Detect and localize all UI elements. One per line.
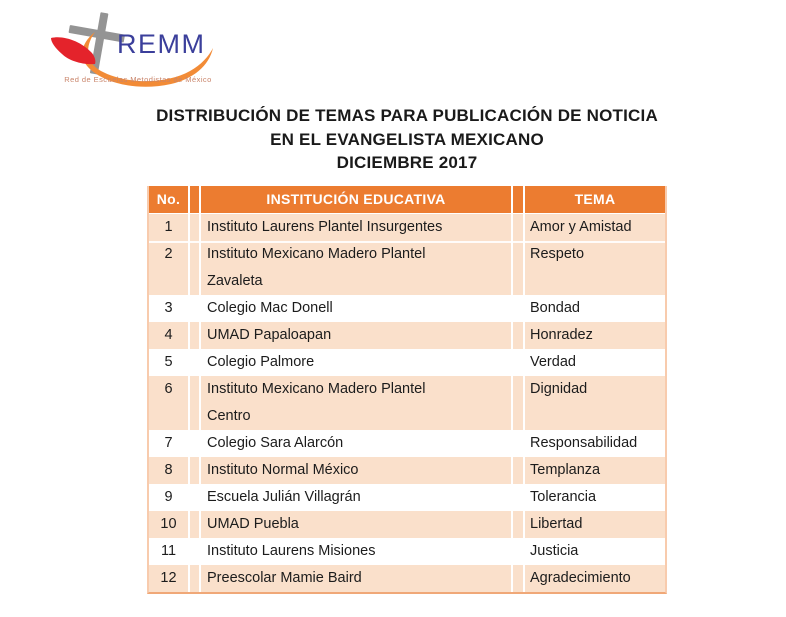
column-spacer <box>188 214 201 241</box>
tema-cell: Amor y Amistad <box>530 219 632 235</box>
title-line-1: DISTRIBUCIÓN DE TEMAS PARA PUBLICACIÓN DE NOTICIA <box>156 106 658 125</box>
column-spacer <box>511 565 525 592</box>
logo-text: REMM <box>117 29 206 59</box>
header-tema: TEMA <box>574 191 616 207</box>
row-number: 5 <box>164 354 173 370</box>
table-body <box>149 214 665 592</box>
row-number: 9 <box>164 489 173 505</box>
institution-cell: Colegio Palmore <box>207 354 315 370</box>
column-spacer <box>511 295 525 322</box>
column-spacer <box>511 430 525 457</box>
institution-cell: Instituto Mexicano Madero Plantel Zavaleta <box>207 246 426 289</box>
column-spacer <box>188 349 201 376</box>
column-spacer <box>511 457 525 484</box>
row-number: 2 <box>164 246 173 262</box>
column-spacer <box>511 322 525 349</box>
table-header-row <box>149 186 665 214</box>
column-spacer <box>188 511 201 538</box>
institution-cell: Colegio Sara Alarcón <box>207 435 344 451</box>
table-row <box>149 214 665 241</box>
title-line-2: EN EL EVANGELISTA MEXICANO <box>270 129 544 149</box>
column-spacer <box>188 565 201 592</box>
table-row <box>149 295 665 322</box>
tema-cell: Responsabilidad <box>530 435 638 451</box>
tema-cell: Respeto <box>530 246 585 262</box>
row-number: 12 <box>160 570 177 586</box>
table-row <box>149 538 665 565</box>
tema-cell: Tolerancia <box>530 489 597 505</box>
institution-cell: UMAD Puebla <box>207 516 299 532</box>
institution-cell: Instituto Mexicano Madero Plantel Centro <box>207 381 426 424</box>
column-spacer <box>511 186 525 213</box>
table-row <box>149 457 665 484</box>
row-number: 6 <box>164 381 173 397</box>
tema-cell: Bondad <box>530 300 580 316</box>
tema-cell: Verdad <box>530 354 576 370</box>
table-row <box>149 565 665 592</box>
column-spacer <box>188 186 201 213</box>
tema-cell: Agradecimiento <box>530 570 631 586</box>
table-row <box>149 322 665 349</box>
tema-cell: Justicia <box>530 543 579 559</box>
column-spacer <box>511 376 525 430</box>
topics-table <box>147 186 667 594</box>
column-spacer <box>188 457 201 484</box>
logo-tagline: Red de Escuelas Metodistas de México <box>64 75 212 84</box>
remm-logo <box>35 8 215 93</box>
row-number: 10 <box>160 516 177 532</box>
institution-cell: UMAD Papaloapan <box>207 327 332 343</box>
header-no: No. <box>156 191 181 207</box>
column-spacer <box>511 214 525 241</box>
tema-cell: Dignidad <box>530 381 588 397</box>
column-spacer <box>188 241 201 295</box>
institution-cell: Instituto Laurens Plantel Insurgentes <box>207 219 443 235</box>
table-row <box>149 241 665 295</box>
institution-cell: Colegio Mac Donell <box>207 300 333 316</box>
column-spacer <box>188 538 201 565</box>
column-spacer <box>188 430 201 457</box>
tema-cell: Libertad <box>530 516 583 532</box>
institution-cell: Instituto Normal México <box>207 462 359 478</box>
row-number: 3 <box>164 300 173 316</box>
table-row <box>149 349 665 376</box>
row-number: 4 <box>164 327 173 343</box>
header-institution: INSTITUCIÓN EDUCATIVA <box>266 191 446 207</box>
column-spacer <box>188 295 201 322</box>
document-title <box>147 104 667 175</box>
column-spacer <box>511 349 525 376</box>
column-spacer <box>188 376 201 430</box>
column-spacer <box>511 484 525 511</box>
column-spacer <box>511 241 525 295</box>
row-number: 8 <box>164 462 173 478</box>
column-spacer <box>511 511 525 538</box>
column-spacer <box>511 538 525 565</box>
institution-cell: Preescolar Mamie Baird <box>207 570 362 586</box>
institution-cell: Instituto Laurens Misiones <box>207 543 376 559</box>
tema-cell: Honradez <box>530 327 593 343</box>
tema-cell: Templanza <box>530 462 601 478</box>
institution-cell: Escuela Julián Villagrán <box>207 489 361 505</box>
column-spacer <box>188 322 201 349</box>
row-number: 11 <box>160 543 177 559</box>
column-spacer <box>188 484 201 511</box>
title-line-3: DICIEMBRE 2017 <box>336 153 478 172</box>
table-row <box>149 484 665 511</box>
row-number: 1 <box>164 219 173 235</box>
row-number: 7 <box>164 435 173 451</box>
table-row <box>149 511 665 538</box>
table-row <box>149 376 665 430</box>
table-row <box>149 430 665 457</box>
